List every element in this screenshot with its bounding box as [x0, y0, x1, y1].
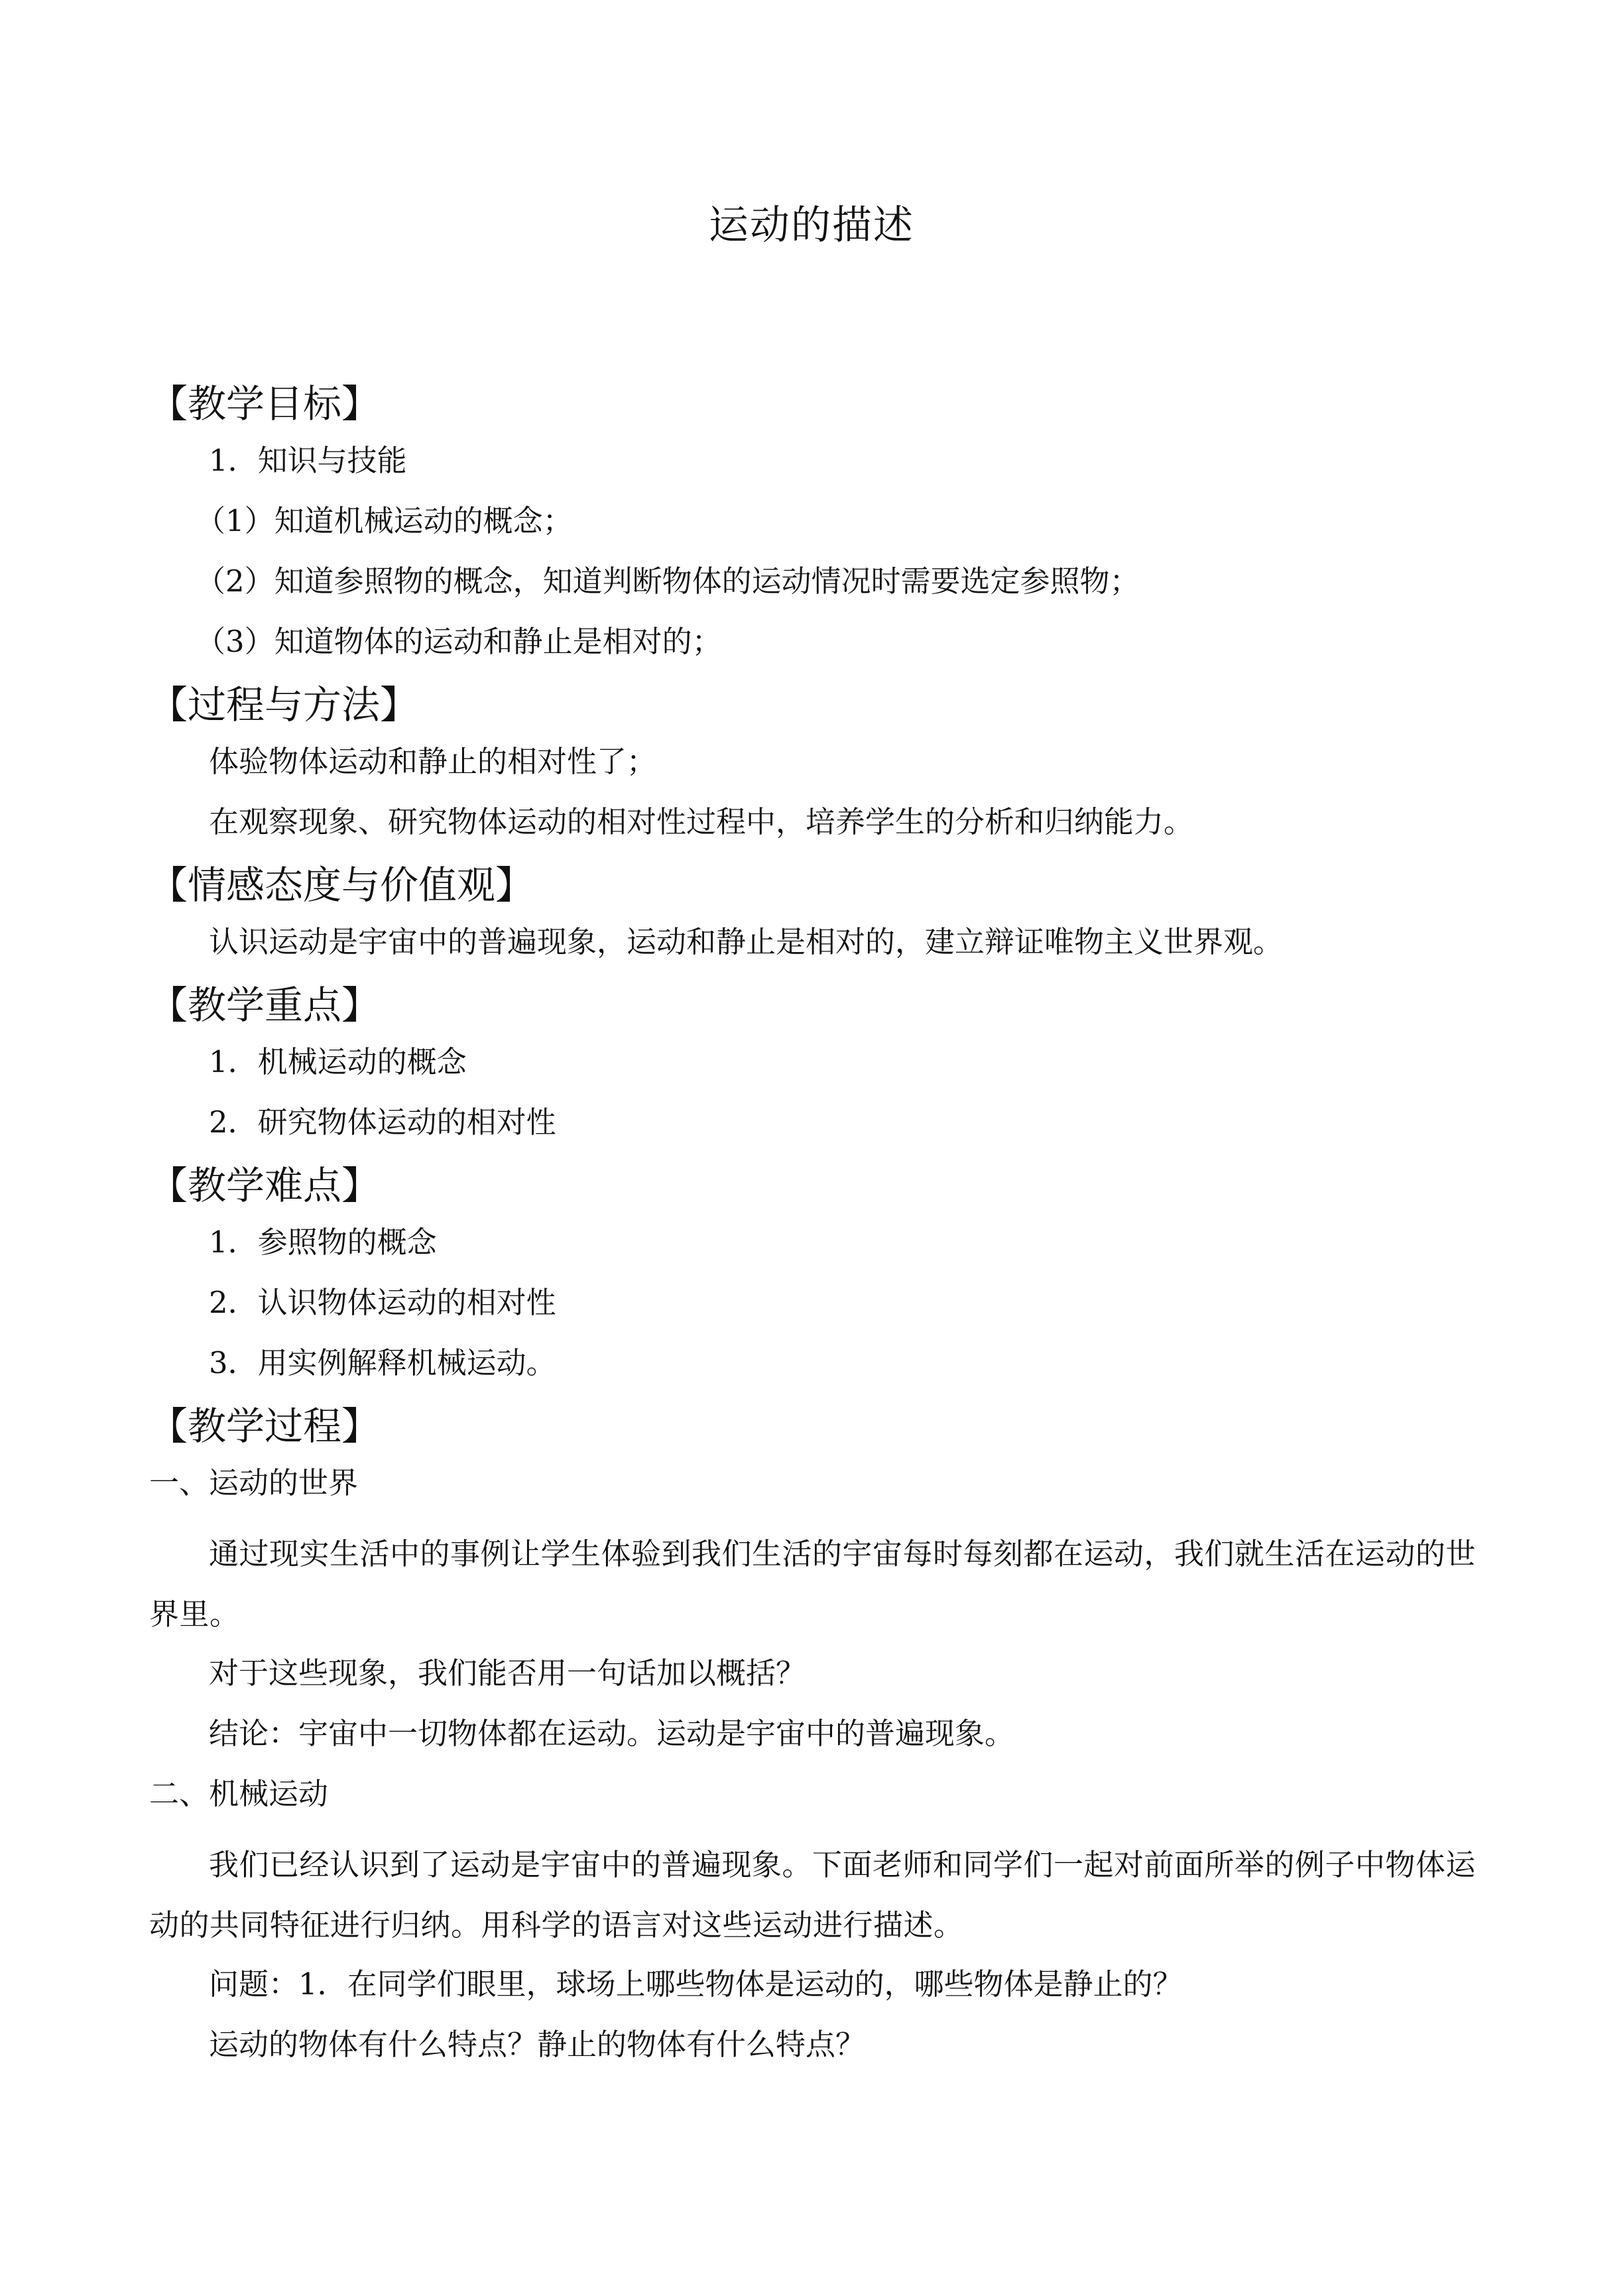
goals-sub-1: （1）知道机械运动的概念； [196, 503, 573, 538]
difficult-point-1: 1．参照物的概念 [209, 1225, 437, 1260]
difficult-point-3: 3．用实例解释机械运动。 [209, 1345, 556, 1380]
part-1-question: 对于这些现象，我们能否用一句话加以概括？ [209, 1656, 806, 1691]
difficult-point-2: 2．认识物体运动的相对性 [209, 1285, 556, 1320]
page-title: 运动的描述 [709, 202, 914, 249]
difficult-points-heading: 【教学难点】 [149, 1163, 381, 1208]
process-heading: 【过程与方法】 [149, 682, 419, 727]
process-line-2: 在观察现象、研究物体运动的相对性过程中，培养学生的分析和归纳能力。 [209, 804, 1194, 839]
process-line-1: 体验物体运动和静止的相对性了； [209, 744, 657, 779]
key-point-2: 2．研究物体运动的相对性 [209, 1105, 556, 1140]
key-point-1: 1．机械运动的概念 [209, 1044, 467, 1079]
part-1-paragraph: 通过现实生活中的事例让学生体验到我们生活的宇宙每时每刻都在运动，我们就生活在运动的世界里。 [149, 1536, 1476, 1632]
part-1-conclusion: 结论：宇宙中一切物体都在运动。运动是宇宙中的普遍现象。 [209, 1716, 1015, 1751]
part-2-title: 二、机械运动 [149, 1776, 329, 1811]
teaching-process-heading: 【教学过程】 [149, 1404, 381, 1449]
part-1-title: 一、运动的世界 [149, 1465, 359, 1500]
emotion-line-1: 认识运动是宇宙中的普遍现象，运动和静止是相对的，建立辩证唯物主义世界观。 [209, 924, 1284, 959]
key-points-heading: 【教学重点】 [149, 983, 381, 1028]
document-body [149, 381, 1495, 2085]
part-2-question: 问题：1．在同学们眼里，球场上哪些物体是运动的，哪些物体是静止的？ [209, 1966, 1183, 2002]
goals-heading: 【教学目标】 [149, 381, 381, 426]
part-2-paragraph: 我们已经认识到了运动是宇宙中的普遍现象。下面老师和同学们一起对前面所举的例子中物体运动的共同特征进行归纳。用科学的语言对这些运动进行描述。 [149, 1847, 1476, 1943]
emotion-heading: 【情感态度与价值观】 [149, 863, 534, 908]
goals-sub-2: （2）知道参照物的概念，知道判断物体的运动情况时需要选定参照物； [196, 564, 1140, 599]
part-2-followup: 运动的物体有什么特点？静止的物体有什么特点？ [209, 2027, 866, 2062]
goals-sub-3: （3）知道物体的运动和静止是相对的； [196, 624, 722, 659]
goals-item-1: 1．知识与技能 [209, 443, 407, 478]
